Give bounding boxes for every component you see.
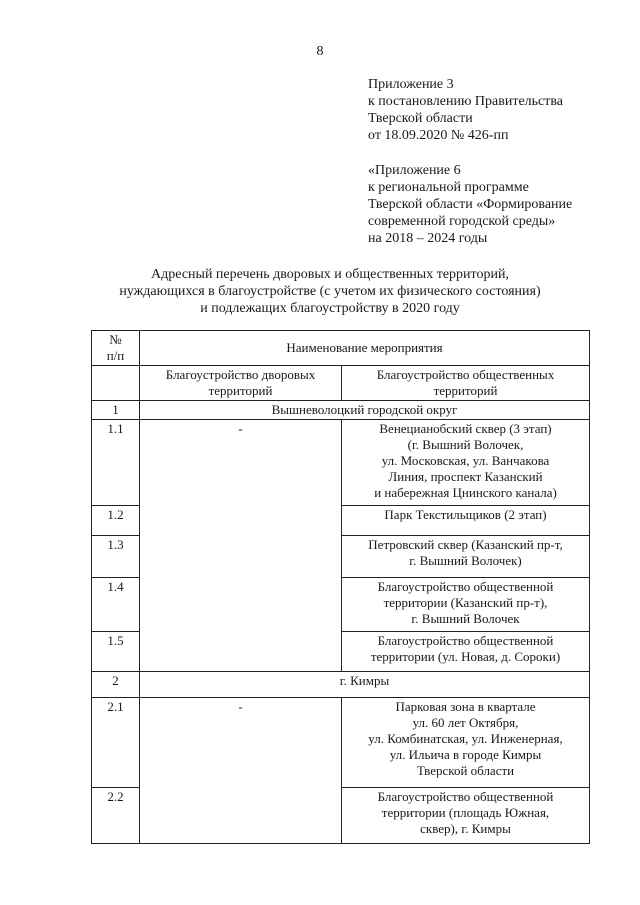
row-number-cell: 2.1 <box>92 698 140 788</box>
public-territory-line: территории (площадь Южная, <box>381 805 550 820</box>
header-yard-line: территорий <box>208 383 273 398</box>
header-name-cell: Наименование мероприятия <box>140 331 590 366</box>
public-territory-cell <box>342 536 590 578</box>
appendix-approval-block <box>368 76 628 144</box>
public-territory-line: (г. Вышний Волочек, <box>407 437 524 452</box>
row-number-cell: 2.2 <box>92 788 140 844</box>
public-territory-cell <box>342 632 590 672</box>
program-appendix-line: современной городской среды» <box>368 214 556 229</box>
public-territory-line: сквер), г. Кимры <box>420 821 511 836</box>
row-number-cell: 1.2 <box>92 506 140 536</box>
title-line: Адресный перечень дворовых и общественных территорий, <box>151 267 509 282</box>
appendix-line: Тверской области <box>368 111 473 126</box>
public-territory-line: Благоустройство общественной <box>377 633 554 648</box>
public-territory-line: Тверской области <box>416 763 515 778</box>
page-number: 8 <box>316 44 324 59</box>
public-territory-line: Парк Текстильщиков (2 этап) <box>384 507 547 522</box>
yard-cell: - <box>140 698 342 844</box>
group-number-cell: 2 <box>92 672 140 698</box>
group-name-cell: г. Кимры <box>140 672 590 698</box>
public-territory-line: ул. Московская, ул. Ванчакова <box>381 453 550 468</box>
public-territory-line: Линия, проспект Казанский <box>388 469 543 484</box>
public-territory-line: г. Вышний Волочек <box>411 611 520 626</box>
public-territory-cell <box>342 420 590 506</box>
row-number-cell: 1.3 <box>92 536 140 578</box>
appendix-line: от 18.09.2020 № 426-пп <box>368 128 509 143</box>
subheader-empty-cell <box>92 366 140 401</box>
public-territory-line: Благоустройство общественной <box>377 789 554 804</box>
header-public-cell <box>342 366 590 401</box>
appendix-line: к постановлению Правительства <box>368 94 564 109</box>
public-territory-line: ул. Ильича в городе Кимры <box>389 747 542 762</box>
program-appendix-line: на 2018 – 2024 годы <box>368 231 488 246</box>
program-appendix-line: «Приложение 6 <box>368 163 461 178</box>
group-number-cell: 1 <box>92 401 140 420</box>
title-line: и подлежащих благоустройству в 2020 году <box>200 301 460 316</box>
table-subheader-row <box>92 366 590 401</box>
group-row <box>92 401 590 420</box>
header-number-line: п/п <box>106 348 125 363</box>
header-number-line: № <box>109 332 122 347</box>
public-territory-line: Венецианобский сквер (3 этап) <box>379 421 552 436</box>
public-territory-cell <box>342 578 590 632</box>
program-appendix-line: к региональной программе <box>368 180 529 195</box>
row-number-cell: 1.1 <box>92 420 140 506</box>
group-row <box>92 672 590 698</box>
public-territory-line: ул. 60 лет Октября, <box>412 715 519 730</box>
title-line: нуждающихся в благоустройстве (с учетом их физического состояния) <box>119 284 541 299</box>
territories-table <box>91 330 590 844</box>
public-territory-line: территории (ул. Новая, д. Сороки) <box>370 649 561 664</box>
header-public-line: территорий <box>433 383 498 398</box>
row-number-cell: 1.4 <box>92 578 140 632</box>
header-number-cell <box>92 331 140 366</box>
public-territory-cell <box>342 788 590 844</box>
document-title <box>60 266 600 317</box>
public-territory-line: Парковая зона в квартале <box>395 699 536 714</box>
table-row <box>92 698 590 788</box>
program-appendix-block <box>368 162 628 247</box>
table-row <box>92 420 590 506</box>
public-territory-line: Благоустройство общественной <box>377 579 554 594</box>
group-name-cell: Вышневолоцкий городской округ <box>140 401 590 420</box>
public-territory-line: г. Вышний Волочек) <box>409 553 522 568</box>
header-yard-cell <box>140 366 342 401</box>
program-appendix-line: Тверской области «Формирование <box>368 197 573 212</box>
public-territory-line: Петровский сквер (Казанский пр-т, <box>368 537 563 552</box>
yard-cell: - <box>140 420 342 672</box>
header-public-line: Благоустройство общественных <box>376 367 555 382</box>
table-header-row <box>92 331 590 366</box>
appendix-line: Приложение 3 <box>368 77 454 92</box>
public-territory-line: и набережная Цнинского канала) <box>374 485 557 500</box>
public-territory-cell <box>342 506 590 536</box>
header-yard-line: Благоустройство дворовых <box>165 367 316 382</box>
public-territory-line: ул. Комбинатская, ул. Инженерная, <box>368 731 563 746</box>
public-territory-cell <box>342 698 590 788</box>
row-number-cell: 1.5 <box>92 632 140 672</box>
public-territory-line: территории (Казанский пр-т), <box>383 595 548 610</box>
